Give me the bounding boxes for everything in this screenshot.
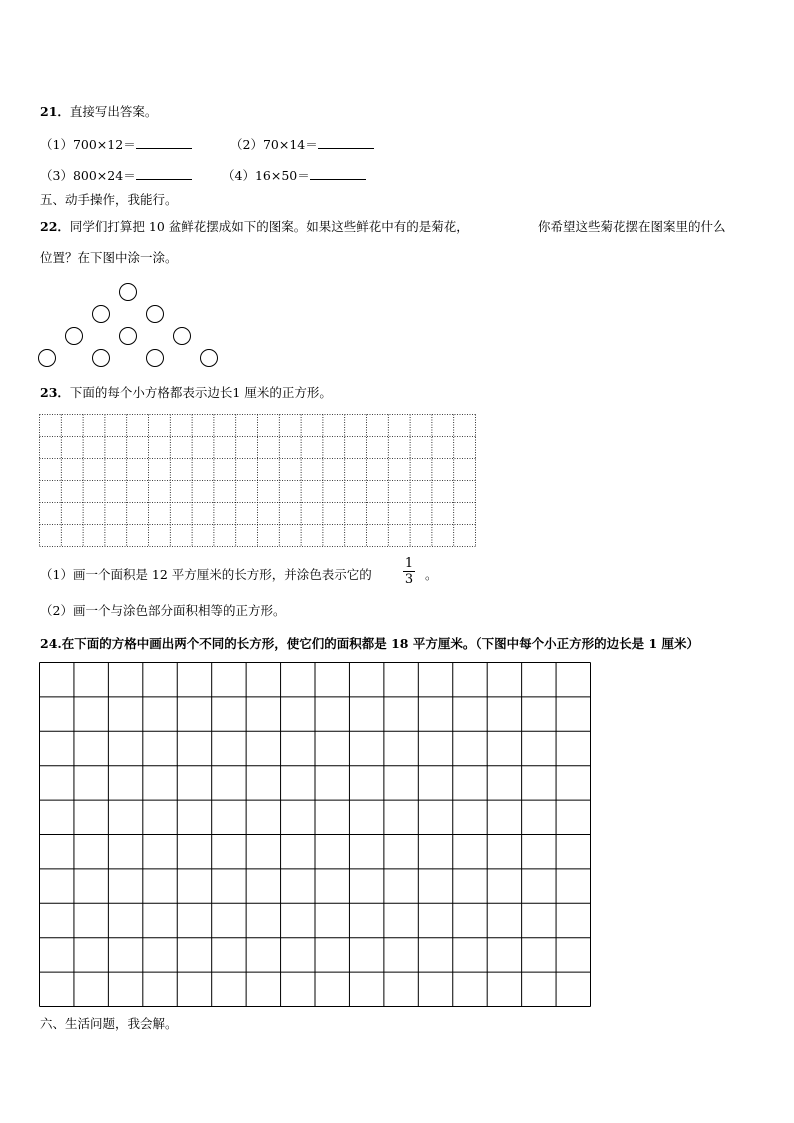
flower-circle[interactable] — [66, 328, 83, 345]
answer-blank[interactable] — [136, 136, 192, 149]
question-22-line-2: 位置？在下图中涂一涂。 — [40, 250, 178, 265]
question-21-title — [40, 104, 157, 120]
flower-circle[interactable] — [201, 350, 218, 367]
answer-blank[interactable] — [310, 167, 366, 180]
question-23-part-2: （2）画一个与涂色部分面积相等的正方形。 — [40, 603, 286, 618]
question-22-number: 22． — [40, 219, 70, 234]
flower-circle[interactable] — [93, 350, 110, 367]
section-6-heading: 六、生活问题，我会解。 — [40, 1016, 178, 1031]
question-21-item-1 — [40, 136, 192, 153]
section-5-heading: 五、动手操作，我能行。 — [40, 192, 178, 207]
question-22-line-1b: 你希望这些菊花摆在图案里的什么 — [538, 219, 726, 234]
answer-blank[interactable] — [136, 167, 192, 180]
flower-circle[interactable] — [174, 328, 191, 345]
item-label: （1） — [40, 137, 73, 152]
question-21-text: 直接写出答案。 — [69, 104, 158, 119]
question-24-text: 在下面的方格中画出两个不同的长方形，使它们的面积都是 18 平方厘米。（下图中每个小正方形的边长是 1 厘米） — [61, 636, 700, 651]
question-22-text-a: 同学们打算把 10 盆鲜花摆成如下的图案。如果这些鲜花中有的是菊花， — [69, 219, 469, 234]
question-21-item-2 — [230, 136, 374, 153]
item-label: （4） — [222, 168, 255, 183]
fraction-denominator: 3 — [404, 572, 414, 587]
question-23-part-1-end: 。 — [425, 567, 438, 582]
solid-grid-24[interactable] — [39, 662, 591, 1007]
flower-circle[interactable] — [93, 306, 110, 323]
question-23-part-1: （1）画一个面积是 12 平方厘米的长方形，并涂色表示它的 — [40, 567, 372, 582]
fraction-numerator: 1 — [404, 556, 414, 571]
question-23-text: 下面的每个小方格都表示边长1 厘米的正方形。 — [69, 385, 332, 400]
flower-pattern — [34, 280, 234, 370]
item-label: （2） — [230, 137, 263, 152]
question-21-number: 21． — [40, 104, 70, 119]
item-label: （3） — [40, 168, 73, 183]
item-expression: 16×50＝ — [254, 168, 310, 183]
question-21-item-4 — [222, 167, 366, 184]
fraction-one-third — [403, 557, 415, 586]
flower-circle[interactable] — [120, 328, 137, 345]
question-22-line-1 — [40, 219, 469, 235]
item-expression: 700×12＝ — [72, 137, 136, 152]
question-23-title — [40, 385, 332, 401]
answer-blank[interactable] — [318, 136, 374, 149]
question-24-number: 24. — [40, 636, 62, 651]
flower-circle[interactable] — [39, 350, 56, 367]
flower-circle[interactable] — [147, 350, 164, 367]
item-expression: 800×24＝ — [72, 168, 136, 183]
dotted-grid-23[interactable] — [39, 414, 476, 547]
flower-circle[interactable] — [120, 284, 137, 301]
question-23-number: 23． — [40, 385, 70, 400]
flower-circle[interactable] — [147, 306, 164, 323]
question-21-item-3 — [40, 167, 192, 184]
item-expression: 70×14＝ — [262, 137, 318, 152]
question-24-title — [40, 636, 699, 652]
